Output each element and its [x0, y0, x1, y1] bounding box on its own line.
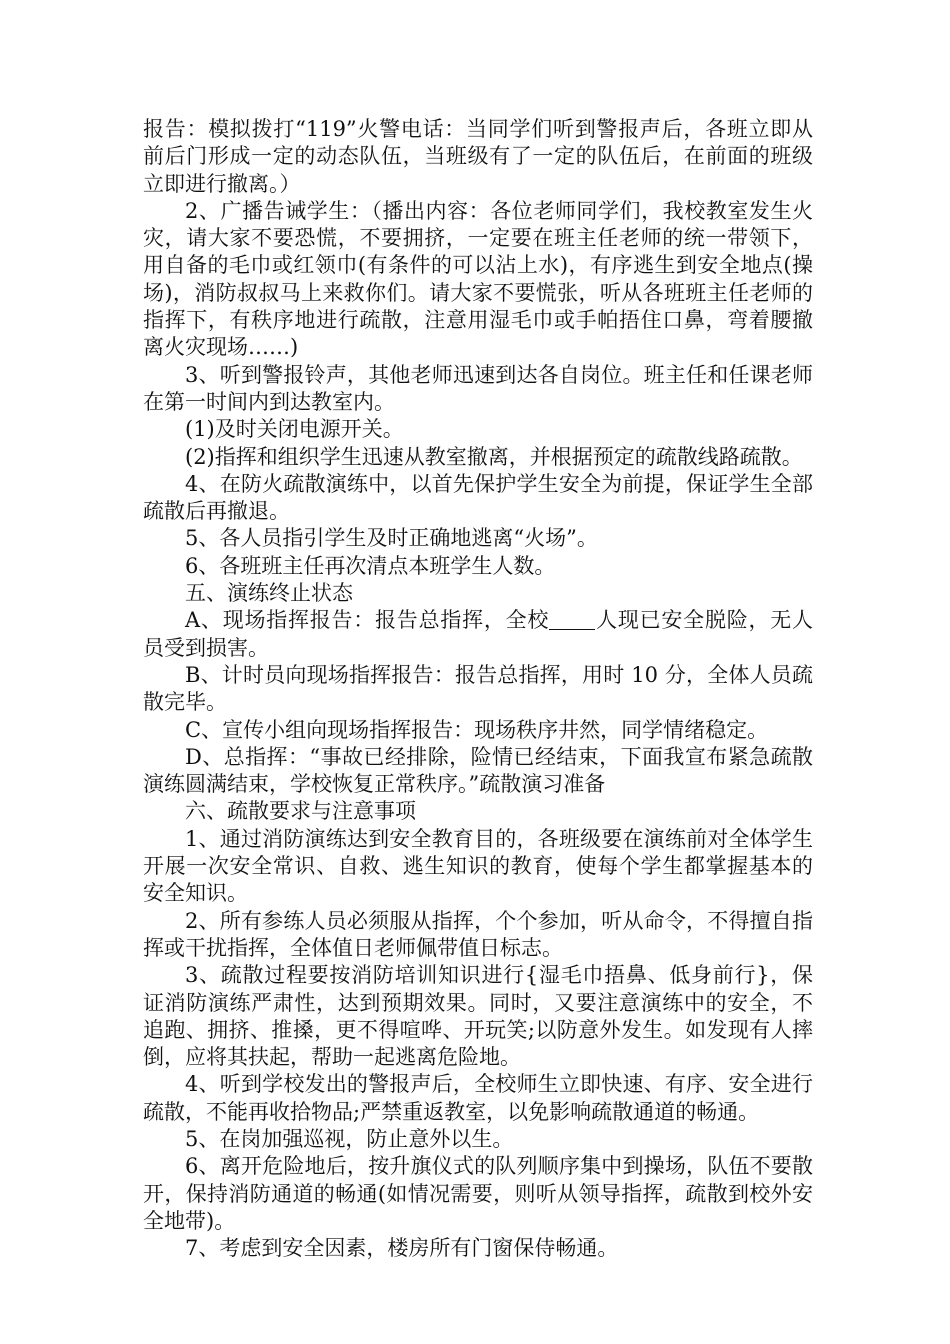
section-heading-requirements: 六、疏散要求与注意事项 — [185, 799, 416, 824]
paragraph-broadcast-warning: 2、广播告诫学生：（播出内容：各位老师同学们，我校教室发生火灾，请大家不要恐慌，不要拥挤，一定要在班主任老师的统一带领下，用自备的毛巾或红领巾(有条件的可以沾上水)，有序逃生到安全地点(操场)，消防叔叔马上来救你们。请大家不要慌张，听从各班班主任老师的指挥下，有秩序地进行疏散，注意用湿毛巾或手帕捂住口鼻，弯着腰撤离火灾现场……) — [143, 198, 813, 360]
document-body — [143, 116, 813, 1262]
paragraph-publicity-report: C、宣传小组向现场指挥报告：现场秩序井然，同学情绪稳定。 — [185, 717, 769, 742]
fill-in-blank — [549, 608, 595, 630]
paragraph-evacuation-process: 3、疏散过程要按消防培训知识进行{湿毛巾捂鼻、低身前行}，保证消防演练严肃性，达到预期效果。同时，又要注意演练中的安全，不追跑、拥挤、推搡，更不得喧哗、开玩笑;以防意外发生。如发现有人摔倒，应将其扶起，帮助一起逃离危险地。 — [143, 963, 813, 1070]
paragraph-teachers-to-posts: 3、听到警报铃声，其他老师迅速到达各自岗位。班主任和任课老师在第一时间内到达教室内。 — [143, 362, 813, 414]
paragraph-report-alarm-call: 报告：模拟拨打“119”火警电话：当同学们听到警报声后，各班立即从前后门形成一定的动态队伍，当班级有了一定的队伍后，在前面的班级立即进行撤离。） — [143, 117, 813, 196]
paragraph-doors-windows: 7、考虑到安全因素，楼房所有门窗保侍畅通。 — [185, 1236, 619, 1261]
report-text-before-blank: A、现场指挥报告：报告总指挥，全校 — [185, 608, 550, 633]
report-text-after-blank: 人现已安全脱险，无人员受到损害。 — [143, 608, 814, 660]
paragraph-patrol: 5、在岗加强巡视，防止意外以生。 — [185, 1126, 514, 1151]
paragraph-guide-students: 5、各人员指引学生及时正确地逃离“火场”。 — [185, 526, 598, 551]
paragraph-site-command-report — [143, 607, 813, 662]
paragraph-alarm-response: 4、听到学校发出的警报声后，全校师生立即快速、有序、安全进行疏散，不能再收拾物品;严禁重返教室，以免影响疏散通道的畅通。 — [143, 1072, 813, 1124]
paragraph-timekeeper-report: B、计时员向现场指挥报告：报告总指挥，用时 10 分，全体人员疏散完毕。 — [143, 662, 813, 715]
paragraph-close-power: (1)及时关闭电源开关。 — [185, 417, 404, 442]
paragraph-commander-announcement: D、总指挥：“事故已经排除，险情已经结束，下面我宣布紧急疏散演练圆满结束，学校恢复正常秩序。”疏散演习准备 — [143, 744, 813, 797]
paragraph-direct-evacuation: (2)指挥和组织学生迅速从教室撤离，并根据预定的疏散线路疏散。 — [185, 444, 803, 469]
paragraph-safety-education: 1、通过消防演练达到安全教育目的，各班级要在演练前对全体学生开展一次安全常识、自救、逃生知识的教育，使每个学生都掌握基本的安全知识。 — [143, 826, 813, 906]
paragraph-assemble-playground: 6、离开危险地后，按升旗仪式的队列顺序集中到操场，队伍不要散开，保持消防通道的畅通(如情况需要，则听从领导指挥，疏散到校外安全地带)。 — [143, 1154, 813, 1233]
paragraph-obey-command: 2、所有参练人员必须服从指挥，个个参加，听从命令，不得擅自指挥或干扰指挥，全体值日老师佩带值日标志。 — [143, 908, 813, 960]
paragraph-protect-students: 4、在防火疏散演练中，以首先保护学生安全为前提，保证学生全部疏散后再撤退。 — [143, 471, 813, 524]
paragraph-count-students: 6、各班班主任再次清点本班学生人数。 — [185, 553, 556, 578]
section-heading-drill-end: 五、演练终止状态 — [185, 581, 353, 606]
